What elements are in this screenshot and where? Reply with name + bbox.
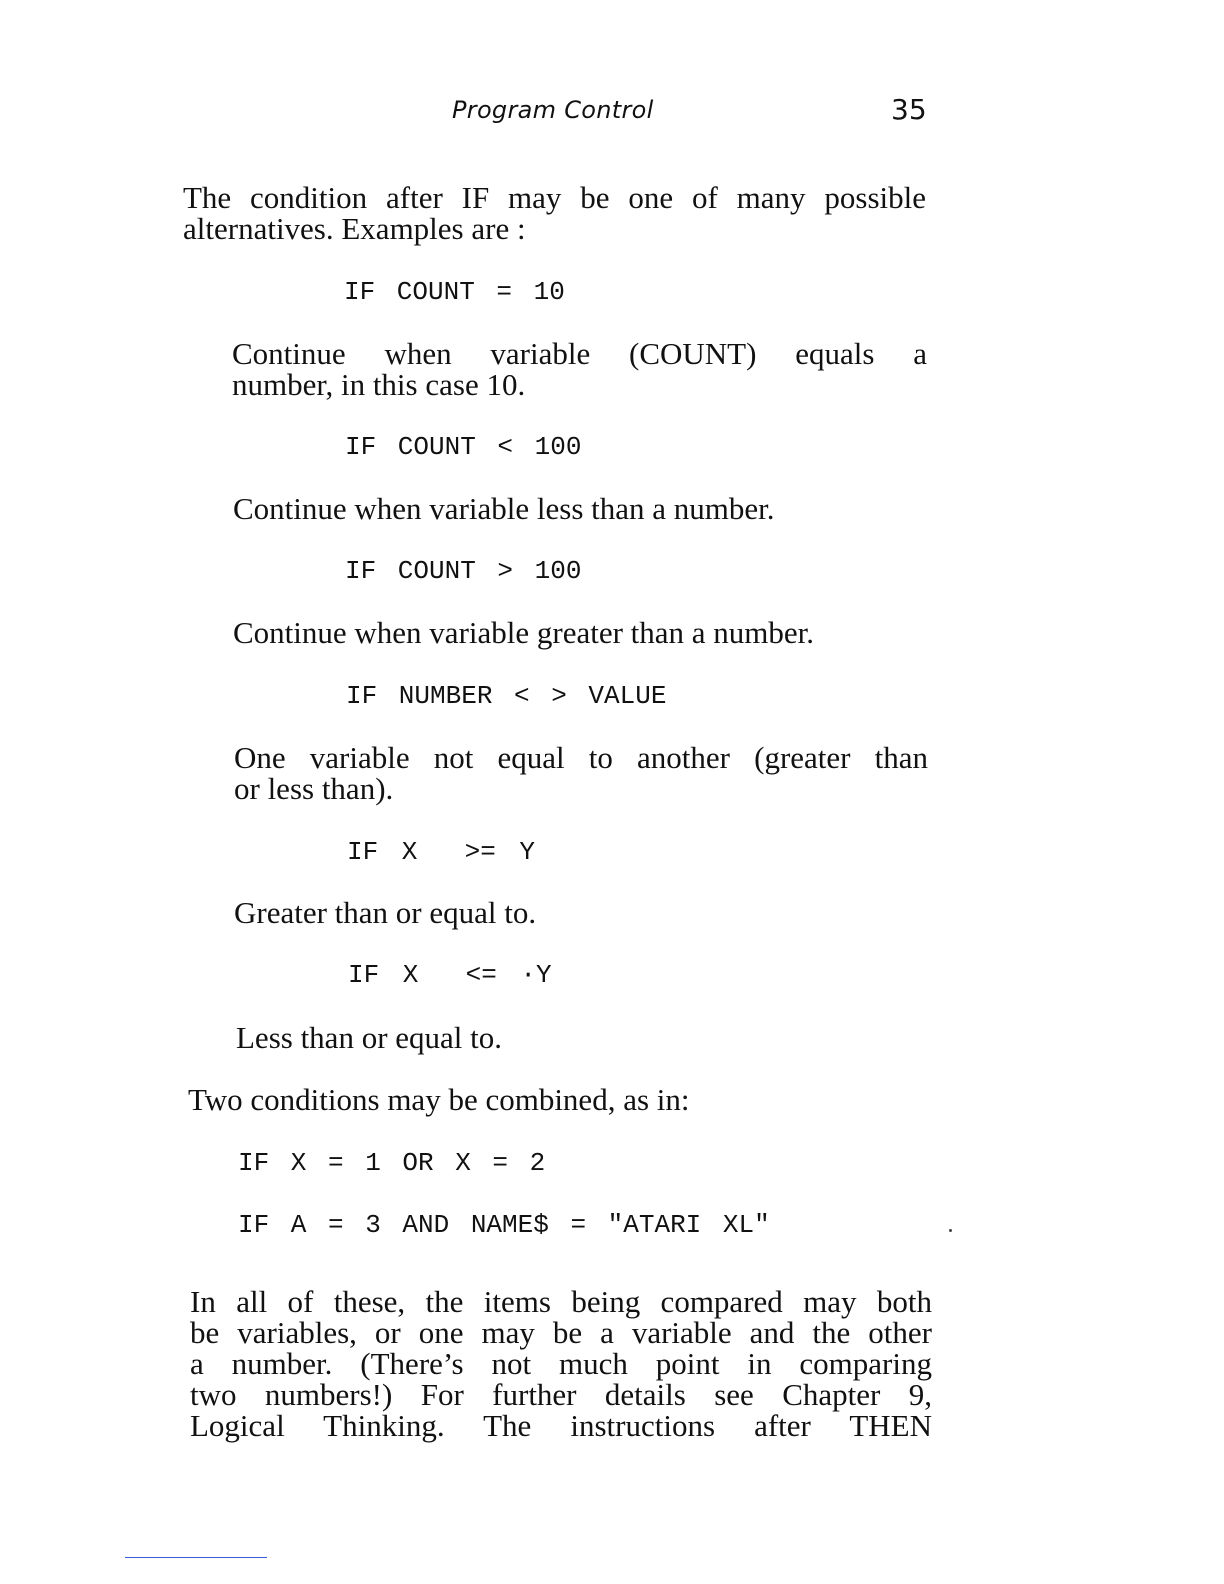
code-example: IF X <= ·Y xyxy=(348,960,552,990)
closing-line: be variables, or one may be a variable and the other xyxy=(190,1315,932,1350)
intro-line: alternatives. Examples are : xyxy=(183,211,526,246)
code-example: IF NUMBER < > VALUE xyxy=(346,681,667,711)
example-description xyxy=(233,493,775,524)
description-line: Less than or equal to. xyxy=(236,1020,503,1055)
closing-line: a number. (There’s not much point in comparing xyxy=(190,1346,932,1381)
example-description xyxy=(234,897,536,928)
description-line: Continue when variable (COUNT) equals a xyxy=(232,336,927,371)
description-line: Continue when variable greater than a number. xyxy=(233,615,815,650)
example-description xyxy=(236,1022,502,1053)
intro-line: The condition after IF may be one of many possible xyxy=(183,180,926,215)
code-example: IF X >= Y xyxy=(347,837,536,867)
description-line: Continue when variable less than a number. xyxy=(233,491,775,526)
example-description xyxy=(233,617,814,648)
running-header-title: Program Control xyxy=(452,96,654,124)
closing-line: In all of these, the items being compared may both xyxy=(190,1284,932,1319)
code-example: IF COUNT = 10 xyxy=(344,277,565,307)
combined-lead-line: Two conditions may be combined, as in: xyxy=(188,1082,690,1117)
example-description xyxy=(232,338,927,400)
closing-line: two numbers!) For further details see Chapter 9, xyxy=(190,1377,932,1412)
description-line: One variable not equal to another (greater than xyxy=(234,740,928,775)
intro-paragraph xyxy=(183,182,926,244)
description-line: or less than). xyxy=(234,771,394,806)
closing-line: Logical Thinking. The instructions after THEN xyxy=(190,1408,932,1443)
description-line: Greater than or equal to. xyxy=(234,895,537,930)
scan-edge-line xyxy=(125,1557,267,1558)
page-number: 35 xyxy=(891,93,927,126)
combined-lead xyxy=(188,1084,690,1115)
example-description xyxy=(234,742,928,804)
code-example: IF COUNT > 100 xyxy=(345,556,582,586)
combined-code-example: IF A = 3 AND NAME$ = "ATARI XL" xyxy=(238,1210,770,1240)
combined-code-example: IF X = 1 OR X = 2 xyxy=(238,1148,546,1178)
closing-paragraph xyxy=(190,1286,932,1441)
scan-speck xyxy=(949,1229,952,1232)
description-line: number, in this case 10. xyxy=(232,367,526,402)
code-example: IF COUNT < 100 xyxy=(345,432,582,462)
